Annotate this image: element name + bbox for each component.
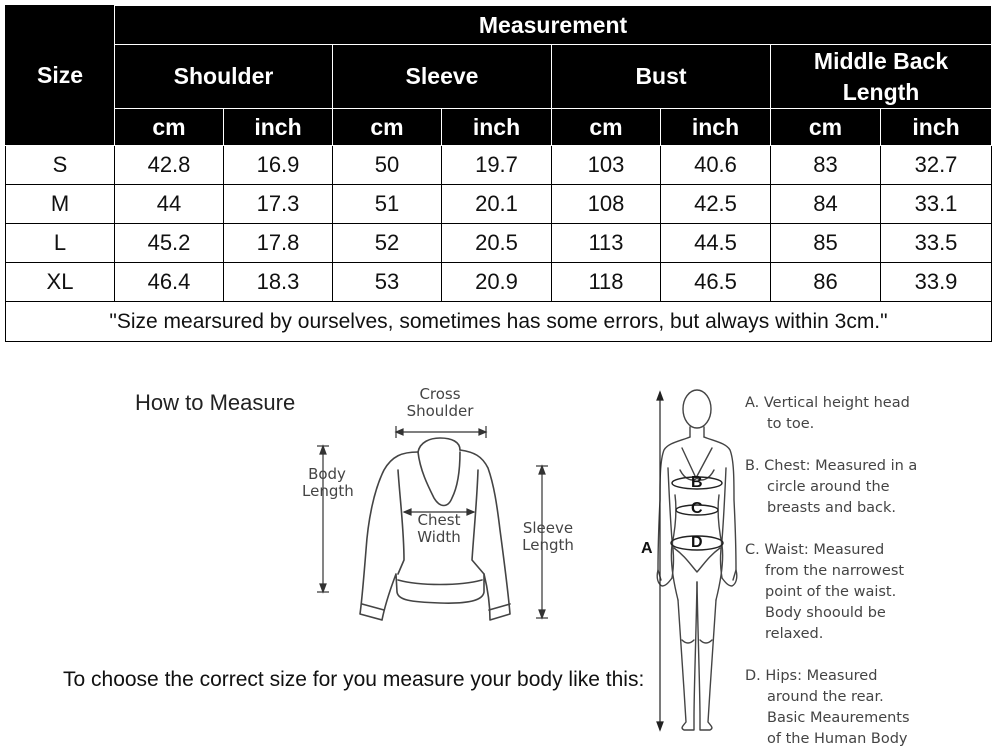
choose-size-instruction: To choose the correct size for you measure your body like this: xyxy=(63,668,645,691)
how-to-measure-title: How to Measure xyxy=(135,390,296,415)
table-cell: 18.3 xyxy=(224,263,333,302)
middle-back-length-line2: Length xyxy=(842,78,920,105)
legend-height xyxy=(745,393,910,435)
table-cell: 46.5 xyxy=(661,263,771,302)
table-cell: 32.7 xyxy=(881,146,992,185)
body-length-line1: Body xyxy=(308,465,346,483)
measurement-header: Measurement xyxy=(115,6,992,45)
table-cell: 44.5 xyxy=(661,224,771,263)
table-cell: 20.5 xyxy=(442,224,552,263)
chest-width-line2: Width xyxy=(417,528,461,546)
table-cell: 51 xyxy=(333,185,442,224)
table-cell: 53 xyxy=(333,263,442,302)
unit-header: cm xyxy=(552,109,661,146)
size-cell: XL xyxy=(6,263,115,302)
unit-header: cm xyxy=(115,109,224,146)
table-cell: 44 xyxy=(115,185,224,224)
body-letter-d: D xyxy=(691,534,703,551)
table-cell: 85 xyxy=(771,224,881,263)
chest-width-line1: Chest xyxy=(417,511,461,529)
table-cell: 113 xyxy=(552,224,661,263)
table-cell: 118 xyxy=(552,263,661,302)
table-cell: 20.1 xyxy=(442,185,552,224)
sleeve-length-line2: Length xyxy=(522,536,574,554)
table-cell: 42.8 xyxy=(115,146,224,185)
measurement-note: "Size mearsured by ourselves, sometimes has some errors, but always within 3cm." xyxy=(6,302,992,342)
legend-d-line: Basic Meaurements xyxy=(767,710,910,726)
shoulder-header: Shoulder xyxy=(115,45,333,109)
unit-header: inch xyxy=(881,109,992,146)
body-letter-c: C xyxy=(691,500,703,517)
legend-a-line: to toe. xyxy=(767,416,815,432)
sleeve-header: Sleeve xyxy=(333,45,552,109)
table-cell: 16.9 xyxy=(224,146,333,185)
table-cell: 108 xyxy=(552,185,661,224)
table-cell: 17.3 xyxy=(224,185,333,224)
body-letter-a: A xyxy=(641,540,653,557)
unit-header: inch xyxy=(661,109,771,146)
sleeve-length-line1: Sleeve xyxy=(522,519,574,537)
legend-d-line: of the Human Body xyxy=(767,731,908,747)
unit-header: inch xyxy=(442,109,552,146)
legend-waist xyxy=(745,540,904,645)
table-cell: 20.9 xyxy=(442,263,552,302)
size-header: Size xyxy=(6,6,115,146)
legend-c-line: C. Waist: Measured xyxy=(745,542,885,558)
legend-b-line: B. Chest: Measured in a xyxy=(745,458,918,474)
unit-header: inch xyxy=(224,109,333,146)
legend-d-line: around the rear. xyxy=(767,689,884,705)
legend-b-line: circle around the xyxy=(767,479,890,495)
table-cell: 83 xyxy=(771,146,881,185)
unit-header: cm xyxy=(333,109,442,146)
table-cell: 42.5 xyxy=(661,185,771,224)
legend-b-line: breasts and back. xyxy=(767,500,897,516)
table-cell: 84 xyxy=(771,185,881,224)
legend-d-line: D. Hips: Measured xyxy=(745,668,878,684)
table-cell: 17.8 xyxy=(224,224,333,263)
legend-chest xyxy=(745,456,917,519)
size-cell: M xyxy=(6,185,115,224)
legend-a-line: A. Vertical height head xyxy=(745,395,910,411)
body-letter-b: B xyxy=(691,474,703,491)
middle-back-length-line1: Middle Back xyxy=(813,47,949,74)
unit-header: cm xyxy=(771,109,881,146)
table-cell: 86 xyxy=(771,263,881,302)
legend-c-line: from the narrowest xyxy=(765,563,905,579)
legend-c-line: relaxed. xyxy=(765,626,824,642)
table-cell: 46.4 xyxy=(115,263,224,302)
table-cell: 33.9 xyxy=(881,263,992,302)
size-cell: S xyxy=(6,146,115,185)
table-cell: 50 xyxy=(333,146,442,185)
table-cell: 45.2 xyxy=(115,224,224,263)
table-cell: 19.7 xyxy=(442,146,552,185)
bust-header: Bust xyxy=(552,45,771,109)
cross-shoulder-line1: Cross xyxy=(419,385,461,403)
cross-shoulder-line2: Shoulder xyxy=(406,402,474,420)
table-cell: 52 xyxy=(333,224,442,263)
table-cell: 33.5 xyxy=(881,224,992,263)
size-cell: L xyxy=(6,224,115,263)
table-cell: 33.1 xyxy=(881,185,992,224)
table-cell: 40.6 xyxy=(661,146,771,185)
legend-hips xyxy=(745,666,910,750)
body-length-line2: Length xyxy=(302,482,354,500)
legend-c-line: Body shoould be xyxy=(765,605,886,621)
legend-c-line: point of the waist. xyxy=(765,584,897,600)
table-cell: 103 xyxy=(552,146,661,185)
